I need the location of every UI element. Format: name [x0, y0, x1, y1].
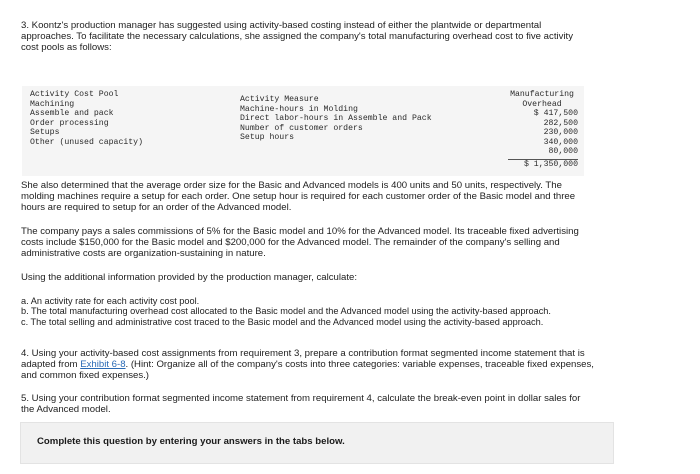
intro-line: 3. Koontz's production manager has suggested using activity-based costing instead of either the plantwide or departmental [21, 20, 542, 31]
requirement-5-line: 5. Using your contribution format segmented income statement from requirement 4, calculate the break-even point in dollar sales for [21, 393, 581, 404]
overhead-value: 80,000 [548, 147, 578, 157]
intro-line: cost pools as follows: [21, 42, 112, 54]
calculate-line: Using the additional information provided by the production manager, calculate: [21, 272, 357, 283]
instruction-box [20, 422, 614, 464]
commissions-line: The company pays a sales commissions of 5% for the Basic model and 10% for the Advanced model. Its traceable fixed advertising [21, 226, 579, 237]
intro-paragraph [21, 20, 661, 54]
activity-measure-column [240, 95, 432, 143]
activity-measure-header: Activity Measure [240, 95, 319, 104]
cost-pool-table [22, 86, 584, 176]
requirement-4-line: and common fixed expenses.) [21, 370, 149, 382]
requirement-4-text: adapted from [21, 359, 81, 371]
activity-pool-item: Machining [30, 99, 75, 109]
exhibit-6-8-link[interactable]: Exhibit 6-8 [80, 359, 126, 371]
overhead-value: 340,000 [543, 137, 578, 147]
subtotal-rule [508, 159, 578, 160]
commissions-paragraph [21, 226, 661, 260]
activity-pool-item: Other (unused capacity) [30, 137, 144, 147]
activity-measure-item: Setup hours [240, 133, 295, 143]
requirement-4-text: . (Hint: Organize all of the company's costs into three categories: variable expenses, traceable fixed expenses, [125, 359, 594, 371]
overhead-header-line: Overhead [522, 99, 562, 109]
order-size-paragraph [21, 180, 661, 214]
activity-pool-header: Activity Cost Pool [30, 90, 119, 99]
instruction-text: Complete this question by entering your answers in the tabs below. [37, 436, 345, 447]
activity-measure-item: Direct labor-hours in Assemble and Pack [240, 114, 432, 124]
overhead-values [502, 109, 578, 170]
requirement-5-line: the Advanced model. [21, 404, 111, 416]
requirements-list [21, 296, 551, 327]
calculate-instruction [21, 272, 661, 283]
requirement-4-line: 4. Using your activity-based cost assignments from requirement 3, prepare a contribution format segmented income statement that is [21, 348, 585, 359]
commissions-line: costs include $150,000 for the Basic model and $200,000 for the Advanced model. The remainder of the company's selling and [21, 237, 560, 249]
overhead-header [507, 90, 577, 109]
overhead-value: 282,500 [543, 118, 578, 128]
order-size-line: hours are required to setup for an order of the Advanced model. [21, 202, 292, 214]
activity-measure-item: Number of customer orders [240, 123, 363, 133]
overhead-header-line: Manufacturing [510, 90, 574, 99]
activity-pool-column [30, 90, 143, 148]
overhead-value: 230,000 [543, 128, 578, 138]
order-size-line: molding machines require a setup for each order. One setup hour is required for each customer order of the Basic model and three [21, 191, 576, 203]
requirement-4-line [21, 359, 661, 370]
activity-measure-item: Machine-hours in Molding [240, 104, 358, 114]
order-size-line: She also determined that the average order size for the Basic and Advanced models is 400 units and 50 units, respectively. The [21, 180, 562, 191]
activity-pool-item: Setups [30, 128, 60, 138]
requirement-5-paragraph [21, 393, 661, 415]
activity-pool-item: Assemble and pack [30, 109, 114, 119]
requirement-item: a. An activity rate for each activity cost pool. [21, 296, 200, 306]
requirement-4-paragraph [21, 348, 661, 382]
requirement-item: b. The total manufacturing overhead cost allocated to the Basic model and the Advanced model using the activity-based approach. [21, 306, 551, 317]
activity-pool-item: Order processing [30, 118, 109, 128]
requirement-item: c. The total selling and administrative cost traced to the Basic model and the Advanced model using the activity-based approach. [21, 316, 544, 327]
commissions-line: administrative costs are organization-sustaining in nature. [21, 248, 266, 260]
intro-line: approaches. To facilitate the necessary calculations, she assigned the company's total manufacturing overhead cost to five activity [21, 31, 574, 43]
overhead-value: $ 417,500 [533, 109, 578, 118]
overhead-total: $ 1,350,000 [523, 159, 578, 169]
